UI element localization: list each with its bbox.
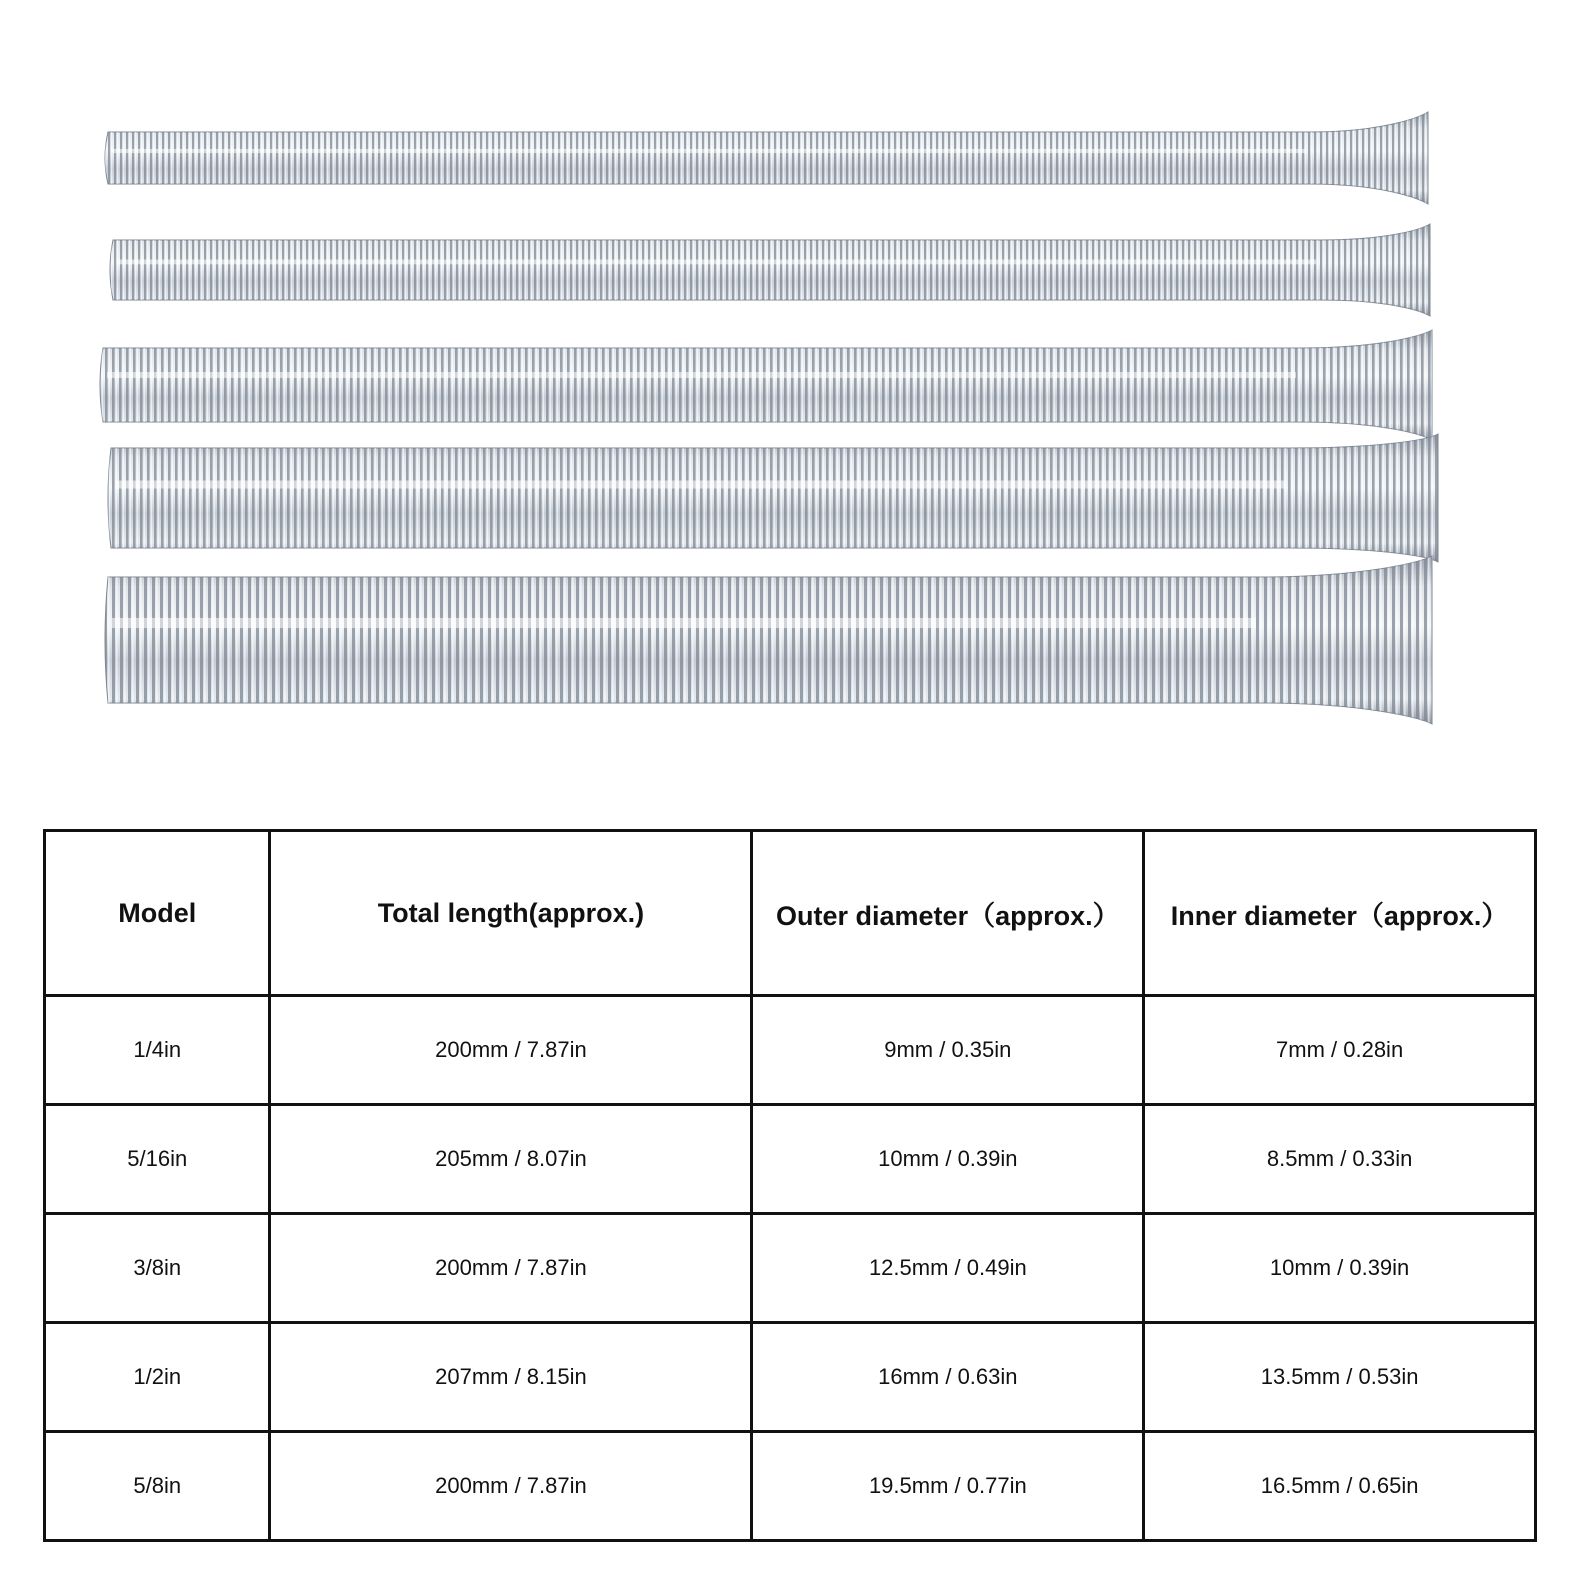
table-row: [45, 1105, 1536, 1214]
table-row: [45, 1432, 1536, 1541]
cell-inner-diameter: 7mm / 0.28in: [1144, 996, 1536, 1105]
cell-model: 3/8in: [45, 1214, 270, 1323]
spec-table: [43, 829, 1537, 1542]
spring-bender-2: [110, 224, 1430, 316]
cell-model: 1/4in: [45, 996, 270, 1105]
cell-model: 1/2in: [45, 1323, 270, 1432]
spring-bender-1: [105, 112, 1428, 204]
cell-outer-diameter: 19.5mm / 0.77in: [752, 1432, 1144, 1541]
cell-inner-diameter: 16.5mm / 0.65in: [1144, 1432, 1536, 1541]
cell-inner-diameter: 13.5mm / 0.53in: [1144, 1323, 1536, 1432]
cell-total-length: 205mm / 8.07in: [270, 1105, 752, 1214]
spring-benders-photo: [0, 0, 1569, 780]
header-total-length: Total length(approx.): [270, 831, 752, 996]
table-header-row: [45, 831, 1536, 996]
header-model: Model: [45, 831, 270, 996]
cell-total-length: 200mm / 7.87in: [270, 1214, 752, 1323]
cell-inner-diameter: 8.5mm / 0.33in: [1144, 1105, 1536, 1214]
table-row: [45, 996, 1536, 1105]
cell-inner-diameter: 10mm / 0.39in: [1144, 1214, 1536, 1323]
header-inner-diameter: Inner diameter（approx.）: [1144, 831, 1536, 996]
cell-total-length: 200mm / 7.87in: [270, 996, 752, 1105]
table-row: [45, 1323, 1536, 1432]
cell-model: 5/16in: [45, 1105, 270, 1214]
cell-outer-diameter: 12.5mm / 0.49in: [752, 1214, 1144, 1323]
spring-bender-3: [100, 330, 1432, 440]
table-row: [45, 1214, 1536, 1323]
cell-model: 5/8in: [45, 1432, 270, 1541]
cell-total-length: 200mm / 7.87in: [270, 1432, 752, 1541]
cell-outer-diameter: 10mm / 0.39in: [752, 1105, 1144, 1214]
spring-bender-5: [105, 556, 1432, 724]
spring-bender-4: [108, 434, 1438, 562]
cell-total-length: 207mm / 8.15in: [270, 1323, 752, 1432]
cell-outer-diameter: 16mm / 0.63in: [752, 1323, 1144, 1432]
header-outer-diameter: Outer diameter（approx.）: [752, 831, 1144, 996]
cell-outer-diameter: 9mm / 0.35in: [752, 996, 1144, 1105]
